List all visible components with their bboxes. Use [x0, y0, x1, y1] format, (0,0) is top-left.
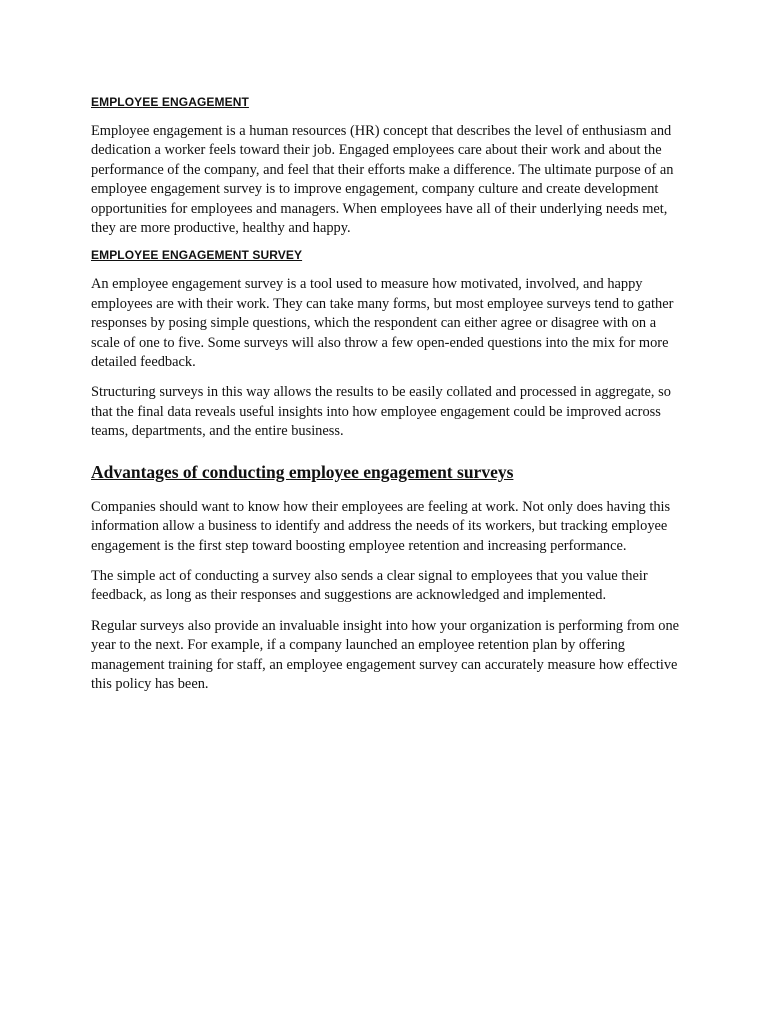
paragraph-survey-structure: Structuring surveys in this way allows the results to be easily collated and processed in aggregate, so that the final data reveals useful insights into how employee engagement could be improved across teams, departments, and the entire business.: [91, 384, 671, 440]
paragraph-advantages-regular-surveys: Regular surveys also provide an invaluable insight into how your organization is performing from one year to the next. For example, if a company launched an employee retention plan by offering management training for staff, an employee engagement survey can accurately measure how effective this policy has been.: [91, 617, 680, 692]
section-heading-engagement-survey: EMPLOYEE ENGAGEMENT SURVEY: [91, 248, 303, 263]
section-heading-employee-engagement: EMPLOYEE ENGAGEMENT: [91, 95, 249, 109]
section-heading-advantages: Advantages of conducting employee engagement surveys: [91, 461, 514, 482]
paragraph-survey-definition: An employee engagement survey is a tool used to measure how motivated, involved, and happy employees are with their work. They can take many forms, but most employee surveys tend to gather responses by posing simple questions, which the respondent can either agree or disagree with on a scale of one to five. Some surveys will also throw a few open-ended questions into the mix for more detailed feedback.: [91, 276, 674, 371]
document-body: [91, 94, 681, 694]
paragraph-engagement-definition: Employee engagement is a human resources (HR) concept that describes the level of enthusiasm and dedication a worker feels toward their job. Engaged employees care about their work and about the performance of the company, and feel that their efforts make a difference. The ultimate purpose of an employee engagement survey is to improve engagement, company culture and create development opportunities for employees and managers. When employees have all of their underlying needs met, they are more productive, healthy and happy.: [91, 123, 674, 237]
paragraph-advantages-knowing-employees: Companies should want to know how their employees are feeling at work. Not only does having this information allow a business to identify and address the needs of its workers, but tracking employee engagement is the first step toward boosting employee retention and increasing performance.: [91, 498, 671, 554]
paragraph-advantages-clear-signal: The simple act of conducting a survey also sends a clear signal to employees that you value their feedback, as long as their responses and suggestions are acknowledged and implemented.: [91, 567, 648, 604]
